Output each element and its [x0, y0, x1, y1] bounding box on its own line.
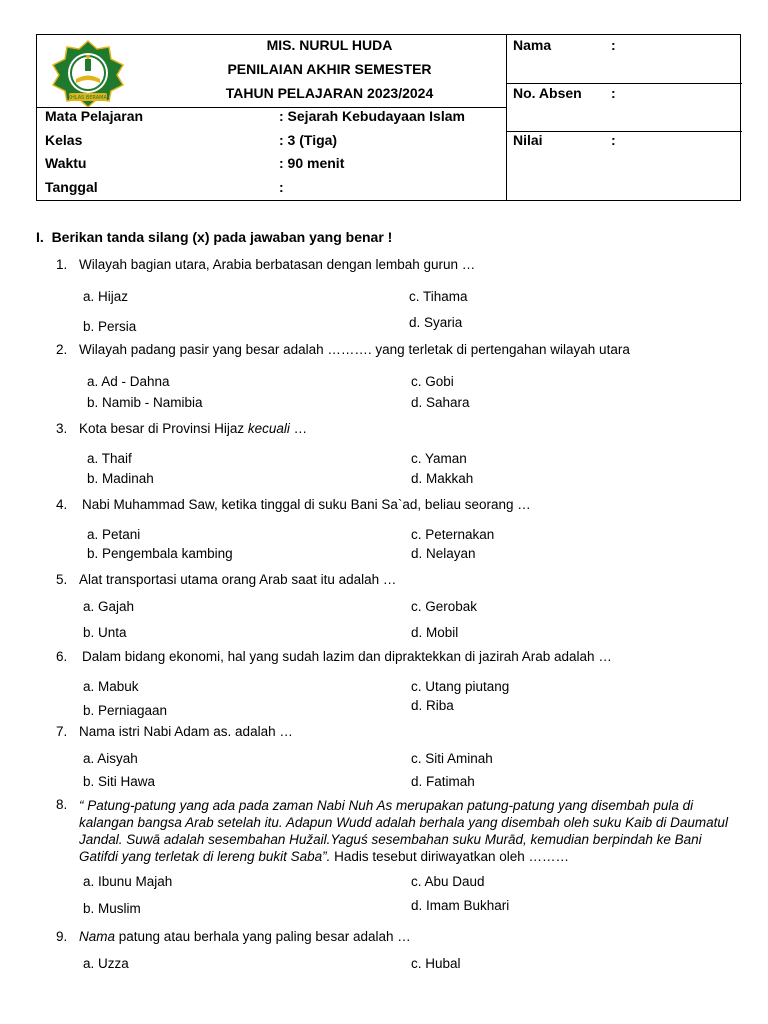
question-text-emphasis: Nama — [79, 929, 116, 944]
school-title-block — [147, 35, 512, 107]
option-a[interactable]: a. Aisyah — [83, 751, 138, 766]
option-a[interactable]: a. Ad - Dahna — [87, 374, 170, 389]
question-text: Dalam bidang ekonomi, hal yang sudah lazim dan dipraktekkan di jazirah Arab adalah … — [82, 649, 612, 664]
option-d[interactable]: d. Fatimah — [411, 774, 475, 789]
question-number: 4. — [56, 497, 68, 512]
option-d[interactable]: d. Sahara — [411, 395, 470, 410]
option-c[interactable]: c. Peternakan — [411, 527, 495, 542]
academic-year: TAHUN PELAJARAN 2023/2024 — [225, 85, 434, 101]
section-number: I. — [36, 229, 44, 245]
field-label-time: Waktu — [45, 155, 87, 171]
question-number: 5. — [56, 572, 68, 587]
exam-title: PENILAIAN AKHIR SEMESTER — [227, 61, 432, 77]
question-text: Alat transportasi utama orang Arab saat itu adalah … — [79, 572, 397, 587]
question-text-part: … — [289, 421, 308, 436]
option-c[interactable]: c. Tihama — [409, 289, 468, 304]
field-value-subject: : Sejarah Kebudayaan Islam — [279, 108, 465, 124]
option-a[interactable]: a. Thaif — [87, 451, 132, 466]
option-b[interactable]: b. Pengembala kambing — [87, 546, 233, 561]
question-number: 7. — [56, 724, 68, 739]
question-text: Wilayah padang pasir yang besar adalah ………. yang terletak di pertengahan wilayah utara — [79, 342, 630, 357]
option-a[interactable]: a. Mabuk — [83, 679, 139, 694]
field-colon-name: : — [611, 37, 616, 53]
question-text: Nabi Muhammad Saw, ketika tinggal di suku Bani Sa`ad, beliau seorang … — [82, 497, 531, 512]
option-d[interactable]: d. Syaria — [409, 315, 463, 330]
field-label-class: Kelas — [45, 132, 83, 148]
field-label-subject: Mata Pelajaran — [45, 108, 144, 124]
question-number: 2. — [56, 342, 68, 357]
field-colon-absen: : — [611, 85, 616, 101]
option-c[interactable]: c. Utang piutang — [411, 679, 510, 694]
question-number: 9. — [56, 929, 68, 944]
option-c[interactable]: c. Gerobak — [411, 599, 478, 614]
option-c[interactable]: c. Yaman — [411, 451, 467, 466]
hadith-quote: “ Patung-patung yang ada pada zaman Nabi Nuh As merupakan patung-patung yang disembah pula di kalangan bangsa Arab setelah itu. Adapun Wudd adalah berhala yang disembah oleh suku Kaib di Daumatul Jandal. Suwā adalah sesembahan Hužail.Yaguś sesembahan suku Murād, kemudian berpindah ke Bani Gatifdi yang terletak di lereng bukit Saba”. — [79, 798, 728, 864]
school-name: MIS. NURUL HUDA — [266, 37, 393, 53]
field-label-name: Nama — [513, 37, 552, 53]
question-text: Nama istri Nabi Adam as. adalah … — [79, 724, 293, 739]
option-c[interactable]: c. Abu Daud — [411, 874, 485, 889]
logo-motto: IKHLAS BERAMAL — [66, 95, 110, 101]
option-b[interactable]: b. Siti Hawa — [83, 774, 156, 789]
header-divider-right-1 — [506, 83, 742, 84]
question-text — [79, 797, 739, 865]
option-a[interactable]: a. Gajah — [83, 599, 135, 614]
option-d[interactable]: d. Nelayan — [411, 546, 476, 561]
field-colon-score: : — [611, 132, 616, 148]
question-text-emphasis: kecuali — [247, 421, 290, 436]
section-heading — [36, 229, 392, 245]
question-number: 3. — [56, 421, 68, 436]
question-text — [79, 421, 307, 436]
option-a[interactable]: a. Hijaz — [83, 289, 129, 304]
question-text: Wilayah bagian utara, Arabia berbatasan dengan lembah gurun … — [79, 257, 476, 272]
option-b[interactable]: b. Namib - Namibia — [87, 395, 203, 410]
field-value-date: : — [279, 179, 284, 195]
option-a[interactable]: a. Ibunu Majah — [83, 874, 173, 889]
field-label-absen: No. Absen — [513, 85, 582, 101]
question-number: 1. — [56, 257, 68, 272]
question-number: 6. — [56, 649, 68, 664]
option-b[interactable]: b. Unta — [83, 625, 127, 640]
option-d[interactable]: d. Makkah — [411, 471, 474, 486]
option-b[interactable]: b. Perniagaan — [83, 703, 168, 718]
option-b[interactable]: b. Muslim — [83, 901, 141, 916]
option-c[interactable]: c. Hubal — [411, 956, 461, 971]
field-value-class: : 3 (Tiga) — [279, 132, 338, 148]
option-b[interactable]: b. Madinah — [87, 471, 154, 486]
field-label-date: Tanggal — [45, 179, 98, 195]
option-b[interactable]: b. Persia — [83, 319, 137, 334]
question-text-part: patung atau berhala yang paling besar adalah … — [115, 929, 411, 944]
field-label-score: Nilai — [513, 132, 543, 148]
question-text-part: Kota besar di Provinsi Hijaz — [79, 421, 248, 436]
option-c[interactable]: c. Siti Aminah — [411, 751, 493, 766]
section-title: Berikan tanda silang (x) pada jawaban yang benar ! — [51, 229, 393, 245]
option-c[interactable]: c. Gobi — [411, 374, 454, 389]
option-d[interactable]: d. Imam Bukhari — [411, 898, 510, 913]
option-a[interactable]: a. Uzza — [83, 956, 129, 971]
header-table — [36, 34, 741, 201]
question-text-part: Hadis tesebut diriwayatkan oleh ……… — [330, 849, 570, 864]
question-text — [79, 929, 411, 944]
option-d[interactable]: d. Mobil — [411, 625, 459, 640]
option-d[interactable]: d. Riba — [411, 698, 454, 713]
kemenag-logo-icon — [47, 39, 129, 107]
question-number: 8. — [56, 797, 68, 812]
field-value-time: : 90 menit — [279, 155, 345, 171]
option-a[interactable]: a. Petani — [87, 527, 141, 542]
